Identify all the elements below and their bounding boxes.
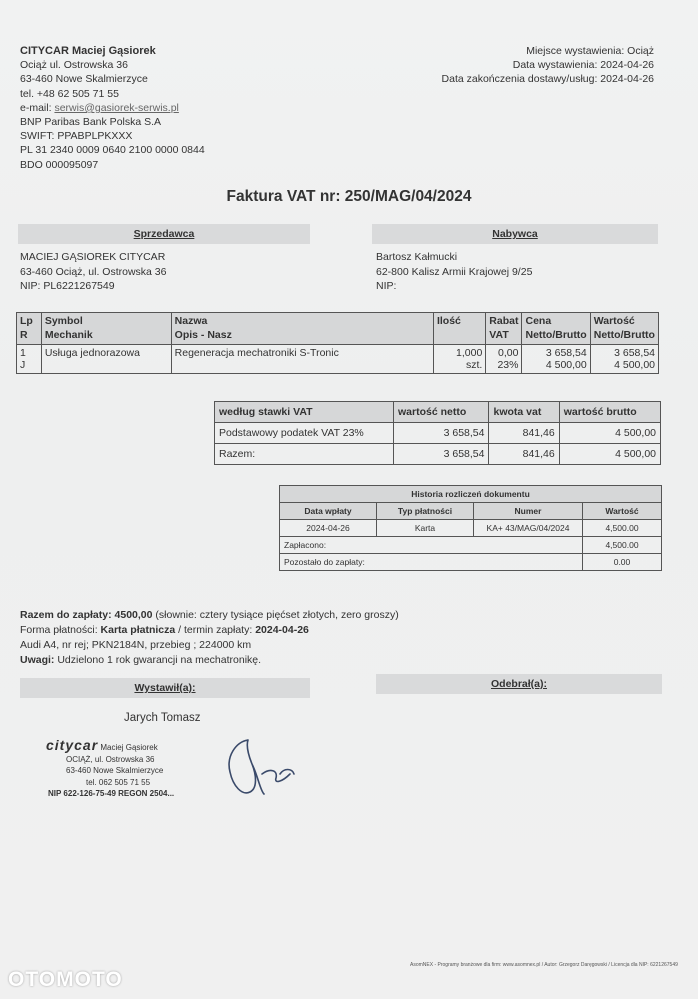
issue-date: Data wystawienia: 2024-04-26 [512,59,654,72]
item-price: 3 658,54 4 500,00 [522,345,590,374]
email-label: e-mail: [20,101,55,114]
issuer-name: Jarych Tomasz [124,712,201,724]
car-line: Audi A4, nr rej; PKN2184N, przebieg ; 224000 km [20,639,252,651]
seller-header-swift: SWIFT: PPABPLPKXXX [20,130,133,143]
stamp-address: OCIĄŻ, ul. Ostrowska 36 [66,754,155,764]
seller-header-phone: tel. +48 62 505 71 55 [20,87,119,100]
items-header-row [17,313,659,345]
seller-header-email-line [20,101,205,115]
software-footer-note: AsomNEX - Programy branżowe dla firm: www.asomnex.pl / Autor: Grzegorz Daręgowski / Licencja dla NIP: 6221267549 [410,962,678,968]
seller-name: MACIEJ GĄSIOREK CITYCAR [20,251,166,263]
buyer-name: Bartosz Kałmucki [376,251,458,263]
item-discount: 0,00 23% [486,345,522,374]
invoice-title: Faktura VAT nr: 250/MAG/04/2024 [226,188,472,205]
stamp-phone: tel. 062 505 71 55 [86,777,151,787]
buyer-label: Nabywca [372,224,658,244]
vat-col-vat: kwota vat [489,402,559,423]
seller-address: 63-460 Ociąż, ul. Ostrowska 36 [20,265,167,278]
seller-header-address: Ociąż ul. Ostrowska 36 [20,59,128,72]
col-name: Nazwa Opis - Nasz [171,313,433,345]
payment-history-table [279,485,662,571]
received-by-label: Odebrał(a): [376,674,662,694]
company-stamp [46,737,175,800]
seller-header-bank: BNP Paribas Bank Polska S.A [20,116,162,129]
item-value: 3 658,54 4 500,00 [590,345,658,374]
history-header-row: Data wpłaty Typ płatności Numer Wartość [280,503,662,520]
issue-place: Miejsce wystawienia: Ociąż [526,45,654,57]
remaining-row: Pozostało do zapłaty: 0.00 [280,554,662,571]
col-value: Wartość Netto/Brutto [590,313,658,345]
seller-block [20,250,166,294]
seller-header [20,44,205,172]
vat-table [214,401,661,465]
col-symbol: Symbol Mechanik [41,313,171,345]
item-name: Regeneracja mechatroniki S-Tronic [171,345,433,374]
buyer-address: 62-800 Kalisz Armii Krajowej 9/25 [376,265,533,278]
vat-col-net: wartość netto [394,402,489,423]
seller-header-account: PL 31 2340 0009 0640 2100 0000 0844 [20,144,205,157]
col-price: Cena Netto/Brutto [522,313,590,345]
notes-line: Uwagi: Udzielono 1 rok gwarancji na mechatronikę. [20,654,262,666]
stamp-ids: NIP 622-126-75-49 REGON 2504... [48,789,175,798]
col-lp: Lp R [17,313,42,345]
stamp-brand: citycar [46,737,99,753]
payment-line: Forma płatności: Karta płatnicza / termin zapłaty: 2024-04-26 [20,624,309,636]
buyer-block [376,250,532,294]
col-qty: Ilość [433,313,485,345]
handwritten-signature [218,734,308,804]
issued-by-label: Wystawił(a): [20,678,310,698]
col-discount: Rabat VAT [486,313,522,345]
items-table [16,312,659,374]
vat-col-rate: według stawki VAT [215,402,394,423]
otomoto-watermark: OTOMOTO [8,968,123,991]
stamp-city: 63-460 Nowe Skalmierzyce [66,766,164,775]
table-row: 2024-04-26 Karta KA+ 43/MAG/04/2024 4,500.00 [280,520,662,537]
seller-header-bdo: BDO 000095097 [20,158,99,171]
item-qty: 1,000 szt. [433,345,485,374]
stamp-owner: Maciej Gąsiorek [100,743,158,752]
seller-header-name: CITYCAR Maciej Gąsiorek [20,45,156,57]
table-row: Razem: 3 658,54 841,46 4 500,00 [215,444,661,465]
vat-header-row [215,402,661,423]
vat-col-gross: wartość brutto [559,402,660,423]
delivery-date: Data zakończenia dostawy/usług: 2024-04-26 [441,73,654,86]
seller-header-city: 63-460 Nowe Skalmierzyce [20,73,148,86]
invoice-summary [20,608,399,668]
invoice-meta [442,44,654,87]
email-link[interactable]: serwis@gasiorek-serwis.pl [54,101,179,114]
paid-row: Zapłacono: 4,500.00 [280,537,662,554]
table-row: Podstawowy podatek VAT 23% 3 658,54 841,46 4 500,00 [215,423,661,444]
seller-nip: NIP: PL6221267549 [20,280,115,292]
item-lp: 1 J [17,345,42,374]
table-row [17,345,659,374]
history-title: Historia rozliczeń dokumentu [280,486,662,503]
buyer-nip: NIP: [376,280,397,292]
seller-label: Sprzedawca [18,224,310,244]
item-symbol: Usługa jednorazowa [41,345,171,374]
total-line: Razem do zapłaty: 4500,00 (słownie: cztery tysiące pięćset złotych, zero groszy) [20,609,399,621]
